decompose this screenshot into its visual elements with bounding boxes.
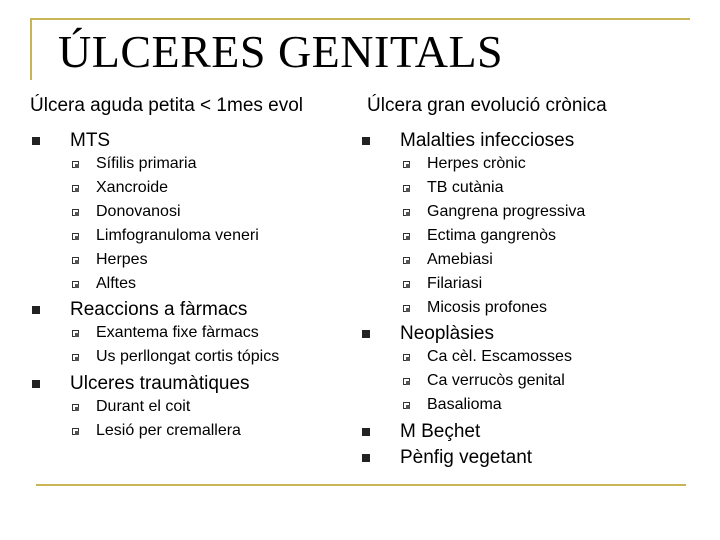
hollow-square-bullet-icon xyxy=(403,161,410,168)
list-item-text: Herpes crònic xyxy=(427,155,526,172)
hollow-square-bullet-icon xyxy=(403,257,410,264)
list-item-text: Herpes xyxy=(96,251,148,268)
hollow-square-bullet-icon xyxy=(72,354,79,361)
hollow-square-bullet-icon xyxy=(403,281,410,288)
hollow-square-bullet-icon xyxy=(72,209,79,216)
square-bullet-icon xyxy=(362,137,370,145)
hollow-square-bullet-icon xyxy=(72,281,79,288)
hollow-square-bullet-icon xyxy=(403,305,410,312)
list-item-text: Ca verrucòs genital xyxy=(427,372,565,389)
hollow-square-bullet-icon xyxy=(403,354,410,361)
list-item-text: Amebiasi xyxy=(427,251,493,268)
list-item-text: Limfogranuloma veneri xyxy=(96,227,259,244)
hollow-square-bullet-icon xyxy=(403,378,410,385)
group-label: Pènfig vegetant xyxy=(400,447,533,468)
hollow-square-bullet-icon xyxy=(72,185,79,192)
hollow-square-bullet-icon xyxy=(403,185,410,192)
hollow-square-bullet-icon xyxy=(403,402,410,409)
square-bullet-icon xyxy=(32,380,40,388)
list-item-text: Us perllongat cortis tópics xyxy=(96,348,280,365)
list-item-text: Donovanosi xyxy=(96,203,181,220)
list-item-text: Micosis profones xyxy=(427,299,548,316)
hollow-square-bullet-icon xyxy=(72,428,79,435)
square-bullet-icon xyxy=(362,428,370,436)
square-bullet-icon xyxy=(32,137,40,145)
frame-bottom-line xyxy=(36,484,686,486)
list-item-text: Lesió per cremallera xyxy=(96,422,241,439)
square-bullet-icon xyxy=(32,306,40,314)
list-item-text: Alftes xyxy=(96,275,137,292)
list-item-text: Filariasi xyxy=(427,275,483,292)
square-bullet-icon xyxy=(362,454,370,462)
right-column-heading: Úlcera gran evolució crònica xyxy=(367,95,607,116)
square-bullet-icon xyxy=(362,330,370,338)
slide-title: ÚLCERES GENITALS xyxy=(58,26,504,77)
hollow-square-bullet-icon xyxy=(72,233,79,240)
group-label: Neoplàsies xyxy=(400,323,494,344)
list-item-text: Gangrena progressiva xyxy=(427,203,586,220)
group-label: MTS xyxy=(70,130,111,151)
list-item-text: Sífilis primaria xyxy=(96,155,197,172)
hollow-square-bullet-icon xyxy=(72,404,79,411)
frame-top-line xyxy=(30,18,690,20)
hollow-square-bullet-icon xyxy=(403,209,410,216)
list-item-text: Basalioma xyxy=(427,396,502,413)
hollow-square-bullet-icon xyxy=(72,330,79,337)
hollow-square-bullet-icon xyxy=(72,257,79,264)
list-item-text: Ca cèl. Escamosses xyxy=(427,348,572,365)
hollow-square-bullet-icon xyxy=(72,161,79,168)
list-item-text: Exantema fixe fàrmacs xyxy=(96,324,259,341)
list-item-text: TB cutània xyxy=(427,179,504,196)
hollow-square-bullet-icon xyxy=(403,233,410,240)
list-item-text: Durant el coit xyxy=(96,398,191,415)
list-item-text: Xancroide xyxy=(96,179,169,196)
group-label: M Beçhet xyxy=(400,421,481,442)
group-label: Ulceres traumàtiques xyxy=(70,373,250,394)
frame-left-line xyxy=(30,18,32,80)
left-column-heading: Úlcera aguda petita < 1mes evol xyxy=(30,95,304,116)
group-label: Reaccions a fàrmacs xyxy=(70,299,248,320)
group-label: Malalties infeccioses xyxy=(400,130,575,151)
list-item-text: Ectima gangrenòs xyxy=(427,227,556,244)
